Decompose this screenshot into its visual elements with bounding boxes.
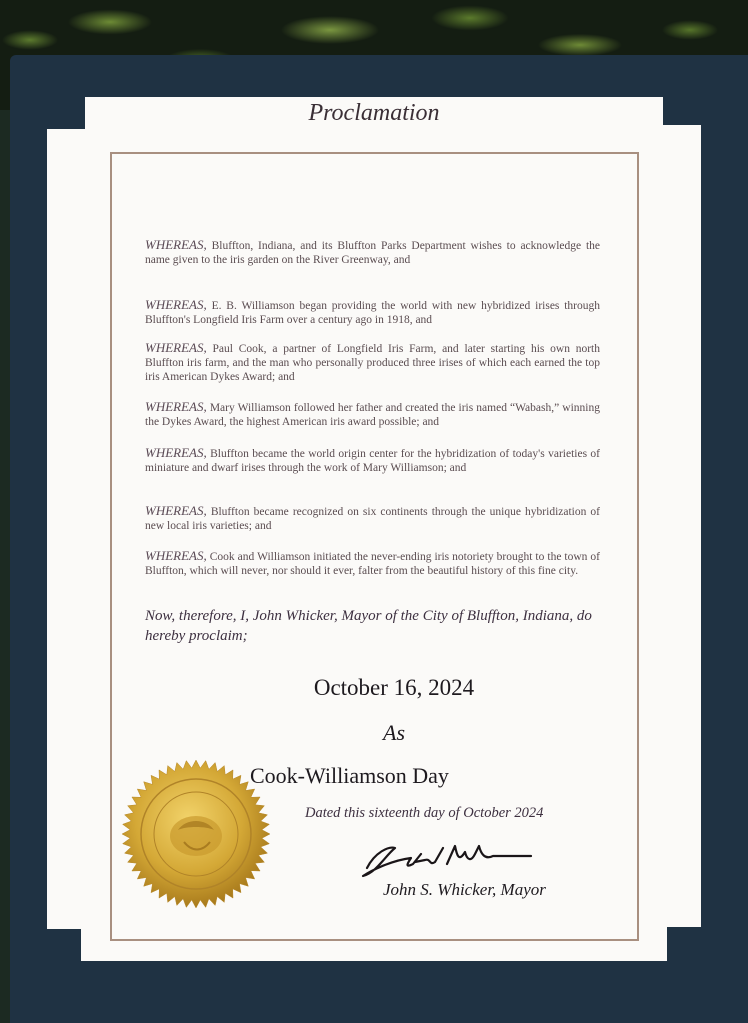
whereas-word: WHEREAS, <box>145 445 207 460</box>
signer-name: John S. Whicker, Mayor <box>383 880 546 899</box>
as-word: As <box>383 720 405 745</box>
document-title: Proclamation <box>308 100 440 126</box>
whereas-word: WHEREAS, <box>145 399 207 414</box>
whereas-clause-4 <box>145 400 600 429</box>
clause-text: Paul Cook, a partner of Longfield Iris Farm, and later starting his own north Bluffton iris farm, and the man who personally produced three irises of which each earned the top iris American Dykes Award; and <box>145 343 600 383</box>
clause-text: Mary Williamson followed her father and created the iris named “Wabash,” winning the Dykes Award, the highest American iris award possible; and <box>145 402 600 428</box>
whereas-clause-2 <box>145 298 600 327</box>
clause-text: Bluffton became the world origin center for the hybridization of today's varieties of miniature and dwarf irises through the work of Mary Williamson; and <box>145 448 601 474</box>
clause-text: Cook and Williamson initiated the never-ending iris notoriety brought to the town of Bluffton, which will never, nor should it ever, falter from the beautiful history of this fine city. <box>145 551 601 577</box>
gold-seal-image <box>120 758 272 910</box>
whereas-clause-1 <box>145 238 600 267</box>
dated-line: Dated this sixteenth day of October 2024 <box>305 805 544 821</box>
proclaimed-date: October 16, 2024 <box>313 675 475 700</box>
whereas-word: WHEREAS, <box>145 548 207 563</box>
clause-text: E. B. Williamson began providing the world with new hybridized irises through Bluffton's Longfield Iris Farm over a century ago in 1918, and <box>145 300 600 326</box>
whereas-clause-7 <box>145 549 600 578</box>
signature-image <box>355 838 535 880</box>
clause-text: Bluffton, Indiana, and its Bluffton Parks Department wishes to acknowledge the name given to the iris garden on the River Greenway, and <box>145 240 601 266</box>
whereas-clause-3 <box>145 341 600 384</box>
proclaim-statement: Now, therefore, I, John Whicker, Mayor of the City of Bluffton, Indiana, do hereby proclaim; <box>145 608 592 644</box>
day-name: Cook-Williamson Day <box>250 763 449 788</box>
whereas-word: WHEREAS, <box>145 503 207 518</box>
whereas-word: WHEREAS, <box>145 297 207 312</box>
clause-text: Bluffton became recognized on six continents through the unique hybridization of new local iris varieties; and <box>145 506 601 532</box>
whereas-word: WHEREAS, <box>145 340 207 355</box>
whereas-word: WHEREAS, <box>145 237 207 252</box>
whereas-clause-6 <box>145 504 600 533</box>
whereas-clause-5 <box>145 446 600 475</box>
